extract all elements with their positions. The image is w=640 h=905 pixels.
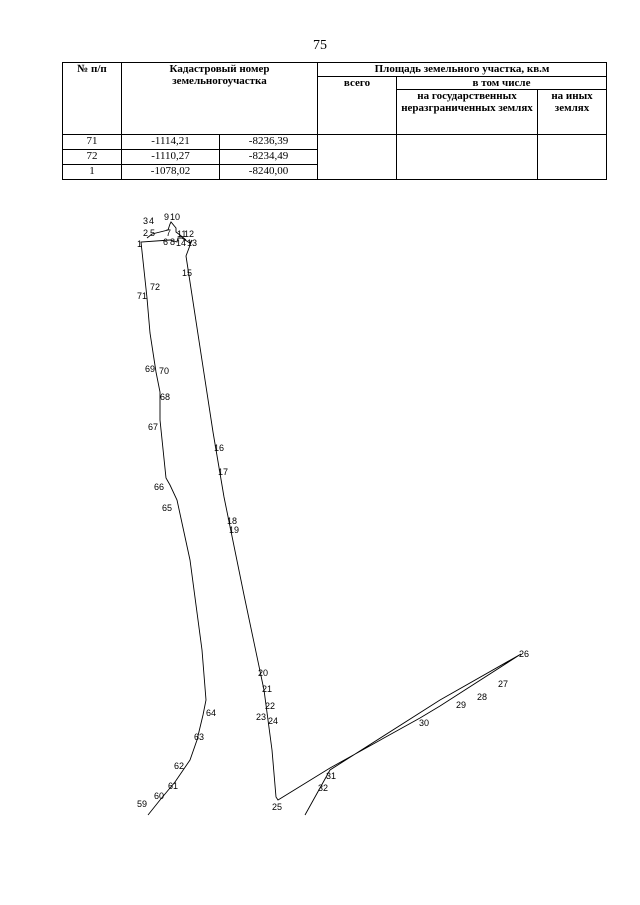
page-number: 75 <box>313 38 327 53</box>
point-label: 25 <box>272 802 283 812</box>
point-label: 1 <box>137 239 143 249</box>
point-label: 22 <box>265 701 276 711</box>
point-label: 28 <box>477 692 488 702</box>
point-label: 16 <box>214 443 225 453</box>
point-label: 8 <box>170 237 176 247</box>
point-label: 5 <box>150 228 156 238</box>
point-label: 68 <box>160 392 171 402</box>
header-num: № п/п <box>63 63 122 135</box>
point-label: 59 <box>137 799 148 809</box>
point-label: 13 <box>187 238 198 248</box>
point-label: 61 <box>168 781 179 791</box>
point-label: 32 <box>318 783 329 793</box>
row-x: -1114,21 <box>122 135 220 150</box>
point-label: 12 <box>184 229 195 239</box>
point-label: 27 <box>498 679 509 689</box>
point-label: 2 <box>143 228 149 238</box>
row-y: -8236,39 <box>220 135 318 150</box>
header-other-lands: на иных землях <box>538 90 607 135</box>
header-including: в том числе <box>397 77 607 90</box>
point-label: 64 <box>206 708 217 718</box>
point-label: 26 <box>519 649 530 659</box>
point-label: 17 <box>218 467 229 477</box>
point-label: 6 <box>163 237 169 247</box>
row-x: -1110,27 <box>122 150 220 165</box>
point-label: 21 <box>262 684 273 694</box>
point-label: 3 <box>143 216 149 226</box>
plot-boundary-left <box>141 238 521 815</box>
point-label: 30 <box>419 718 430 728</box>
point-label: 19 <box>229 525 240 535</box>
point-label: 4 <box>149 216 155 226</box>
row-y: -8234,49 <box>220 150 318 165</box>
point-label: 63 <box>194 732 205 742</box>
row-y: -8240,00 <box>220 165 318 180</box>
row-num: 72 <box>63 150 122 165</box>
point-label: 72 <box>150 282 161 292</box>
point-label: 70 <box>159 366 170 376</box>
row-num: 71 <box>63 135 122 150</box>
point-label: 60 <box>154 791 165 801</box>
point-label: 11 <box>177 229 187 239</box>
point-label: 23 <box>256 712 267 722</box>
point-label: 69 <box>145 364 156 374</box>
point-label: 67 <box>148 422 159 432</box>
point-label: 29 <box>456 700 467 710</box>
point-label: 66 <box>154 482 165 492</box>
point-label: 62 <box>174 761 185 771</box>
point-label: 15 <box>182 268 193 278</box>
point-label: 20 <box>258 668 269 678</box>
point-label: 9 <box>164 212 170 222</box>
point-label: 10 <box>170 212 181 222</box>
point-label: 65 <box>162 503 173 513</box>
header-area: Площадь земельного участка, кв.м <box>318 63 607 77</box>
row-x: -1078,02 <box>122 165 220 180</box>
point-label: 7 <box>166 228 172 238</box>
point-label: 31 <box>326 771 337 781</box>
point-label: 14 <box>176 238 187 248</box>
row-num: 1 <box>63 165 122 180</box>
header-state-lands: на государственных неразграниченных землях <box>397 90 538 135</box>
point-label: 24 <box>268 716 279 726</box>
header-total: всего <box>318 77 397 135</box>
point-label: 18 <box>227 516 238 526</box>
point-label: 71 <box>137 291 148 301</box>
header-cadastral: Кадастровый номер земельногоучастка <box>122 63 318 135</box>
